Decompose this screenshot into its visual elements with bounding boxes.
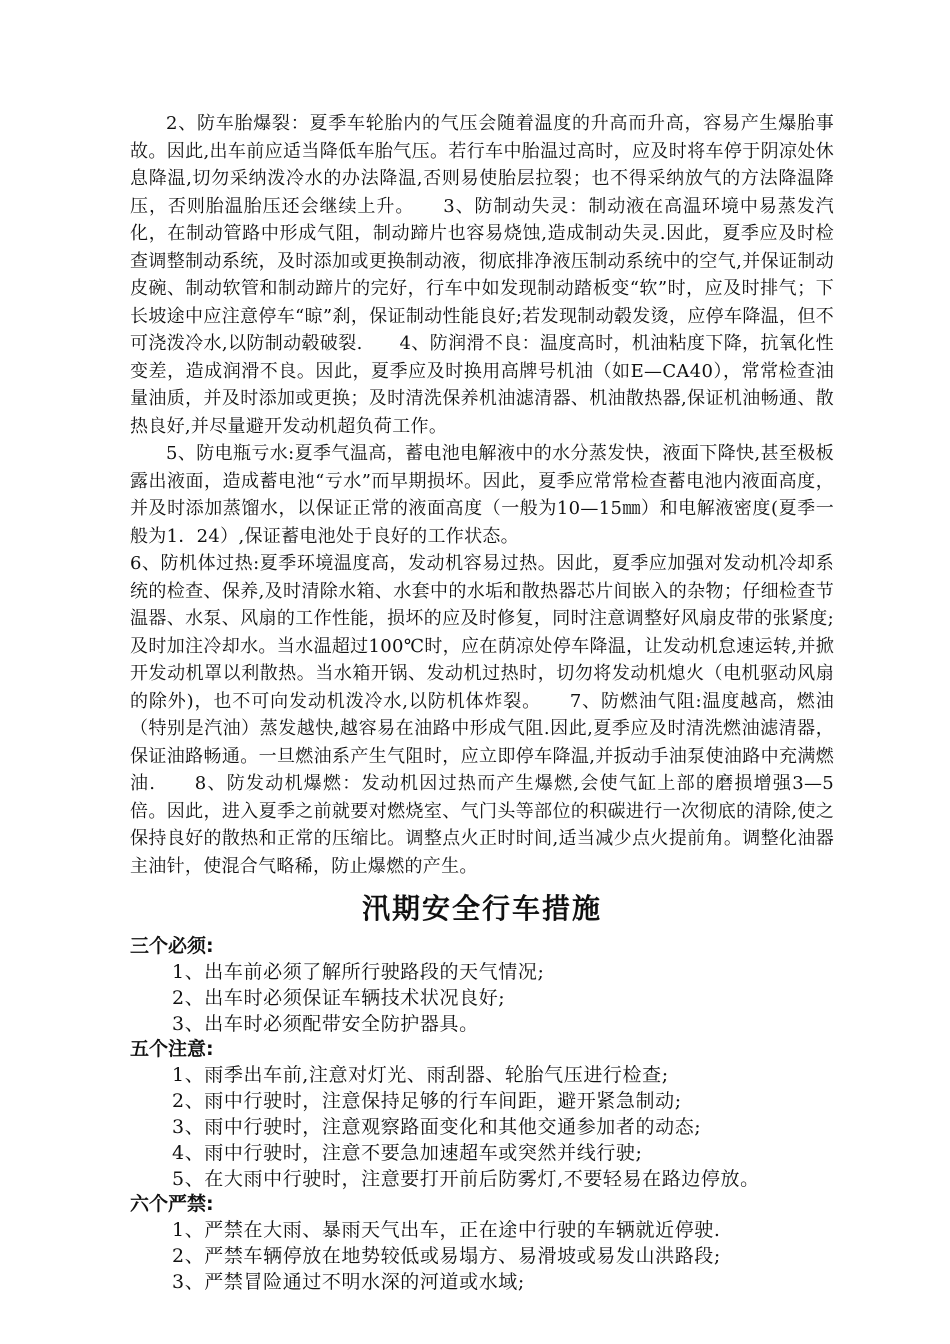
list-item: 1、雨季出车前,注意对灯光、雨刮器、轮胎气压进行检查; xyxy=(172,1064,669,1086)
attention-group xyxy=(130,1037,834,1192)
list-item: 2、雨中行驶时，注意保持足够的行车间距，避开紧急制动; xyxy=(172,1090,682,1112)
must-group xyxy=(130,934,834,1037)
summer-paragraph-battery: 5、防电瓶亏水:夏季气温高，蓄电池电解液中的水分蒸发快，液面下降快,甚至极板露出液面，造成蓄电池“亏水”而早期损坏。因此，夏季应常常检查蓄电池内液面高度，并及时添加蒸馏水，以保证正常的液面高度（一般为10—15㎜）和电解液密度(夏季一般为1．24）,保证蓄电池处于良好的工作状态。 xyxy=(130,443,834,547)
document-page xyxy=(130,110,834,1295)
list-item: 5、在大雨中行驶时，注意要打开前后防雾灯,不要轻易在路边停放。 xyxy=(172,1168,760,1190)
list-item: 3、严禁冒险通过不明水深的河道或水域; xyxy=(172,1271,525,1293)
prohibition-group xyxy=(130,1192,834,1295)
must-heading: 三个必须: xyxy=(130,935,214,957)
summer-paragraph-tires-brakes-lubrication: 2、防车胎爆裂：夏季车轮胎内的气压会随着温度的升高而升高，容易产生爆胎事故。因此,出车前应适当降低车胎气压。若行车中胎温过高时，应及时将车停于阴凉处休息降温,切勿采纳泼冷水的办法降温,否则易使胎层拉裂；也不得采纳放气的方法降温降压，否则胎温胎压还会继续上升。 3、防制动失灵：制动液在高温环境中易蒸发汽化，在制动管路中形成气阻，制动蹄片也容易烧蚀,造成制动失灵.因此，夏季应及时检查调整制动系统，及时添加或更换制动液，彻底排净液压制动系统中的空气,并保证制动皮碗、制动软管和制动蹄片的完好，行车中如发现制动踏板变“软”时，应及时排气；下长坡途中应注意停车“晾”刹，保证制动性能良好;若发现制动毂发烫，应停车降温，但不可浇泼冷水,以防制动毂破裂. 4、防润滑不良：温度高时，机油粘度下降，抗氧化性变差，造成润滑不良。因此，夏季应及时换用高牌号机油（如E—CA40），常常检查油量油质，并及时添加或更换；及时清洗保养机油滤清器、机油散热器,保证机油畅通、散热良好,并尽量避开发动机超负荷工作。 xyxy=(130,113,834,437)
flood-section-title: 汛期安全行车措施 xyxy=(361,892,602,925)
list-item: 1、出车前必须了解所行驶路段的天气情况; xyxy=(172,961,545,983)
list-item: 2、出车时必须保证车辆技术状况良好; xyxy=(172,987,506,1009)
prohibition-heading: 六个严禁: xyxy=(130,1193,214,1215)
list-item: 3、雨中行驶时，注意观察路面变化和其他交通参加者的动态; xyxy=(172,1116,702,1138)
list-item: 2、严禁车辆停放在地势较低或易塌方、易滑坡或易发山洪路段; xyxy=(172,1245,721,1267)
attention-heading: 五个注意: xyxy=(130,1038,214,1060)
list-item: 4、雨中行驶时，注意不要急加速超车或突然并线行驶; xyxy=(172,1142,643,1164)
list-item: 3、出车时必须配带安全防护器具。 xyxy=(172,1013,479,1035)
summer-paragraph-engine-fuel: 6、防机体过热:夏季环境温度高，发动机容易过热。因此，夏季应加强对发动机冷却系统的检查、保养,及时清除水箱、水套中的水垢和散热器芯片间嵌入的杂物；仔细检查节温器、水泵、风扇的工作性能，损坏的应及时修复，同时注意调整好风扇皮带的张紧度;及时加注冷却水。当水温超过100℃时，应在荫凉处停车降温，让发动机怠速运转,并掀开发动机罩以利散热。当水箱开锅、发动机过热时，切勿将发动机熄火（电机驱动风扇的除外)，也不可向发动机泼冷水,以防机体炸裂。 7、防燃油气阻:温度越高，燃油（特别是汽油）蒸发越快,越容易在油路中形成气阻.因此,夏季应及时清洗燃油滤清器，保证油路畅通。一旦燃油系产生气阻时，应立即停车降温,并扳动手油泵使油路中充满燃油. 8、防发动机爆燃：发动机因过热而产生爆燃,会使气缸上部的磨损增强3—5倍。因此，进入夏季之前就要对燃烧室、气门头等部位的积碳进行一次彻底的清除,使之保持良好的散热和正常的压缩比。调整点火正时时间,适当减少点火提前角。调整化油器主油针，使混合气略稀，防止爆燃的产生。 xyxy=(130,553,834,877)
list-item: 1、严禁在大雨、暴雨天气出车，正在途中行驶的车辆就近停驶. xyxy=(172,1219,721,1241)
